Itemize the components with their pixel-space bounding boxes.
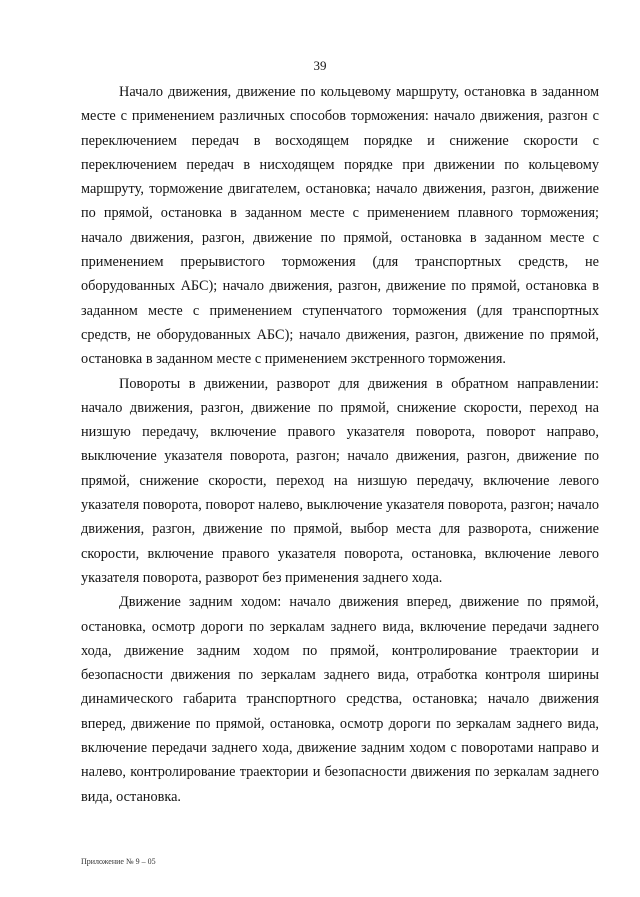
paragraph-reverse: Движение задним ходом: начало движения вперед, движение по прямой, остановка, осмотр дороги по зеркалам заднего вида, включение передачи заднего хода, движение задним ходом по прямой, контролирование траектории и безопасности движения по зеркалам заднего вида, отработка контроля ширины динамического габарита транспортного средства, остановка; начало движения вперед, движение по прямой, остановка, осмотр дороги по зеркалам заднего вида, включение передачи заднего хода, движение задним ходом с поворотами направо и налево, контролирование траектории и безопасности движения по зеркалам заднего вида, остановка.: [81, 594, 599, 805]
paragraph-braking: Начало движения, движение по кольцевому маршруту, остановка в заданном месте с применением различных способов торможения: начало движения, разгон с переключением передач в восходящем порядке и снижение скорости с переключением передач в нисходящем порядке при движении по кольцевому маршруту, торможение двигателем, остановка; начало движения, разгон, движение по прямой, остановка в заданном месте с применением плавного торможения; начало движения, разгон, движение по прямой, остановка в заданном месте с применением прерывистого торможения (для транспортных средств, не оборудованных АБС); начало движения, разгон, движение по прямой, остановка в заданном месте с применением ступенчатого торможения (для транспортных средств, не оборудованных АБС); начало движения, разгон, движение по прямой, остановка в заданном месте с применением экстренного торможения.: [81, 84, 599, 368]
document-body: [81, 80, 599, 809]
paragraph-turns: Повороты в движении, разворот для движения в обратном направлении: начало движения, разгон, движение по прямой, снижение скорости, переход на низшую передачу, включение правого указателя поворота, поворот направо, выключение указателя поворота, разгон; начало движения, разгон, движение по прямой, снижение скорости, переход на низшую передачу, включение левого указателя поворота, поворот налево, выключение указателя поворота, разгон; начало движения, разгон, движение по прямой, выбор места для разворота, снижение скорости, включение правого указателя поворота, остановка, включение левого указателя поворота, разворот без применения заднего хода.: [81, 375, 599, 586]
footer-note: Приложение № 9 – 05: [81, 857, 156, 866]
page-number: 39: [313, 58, 327, 73]
